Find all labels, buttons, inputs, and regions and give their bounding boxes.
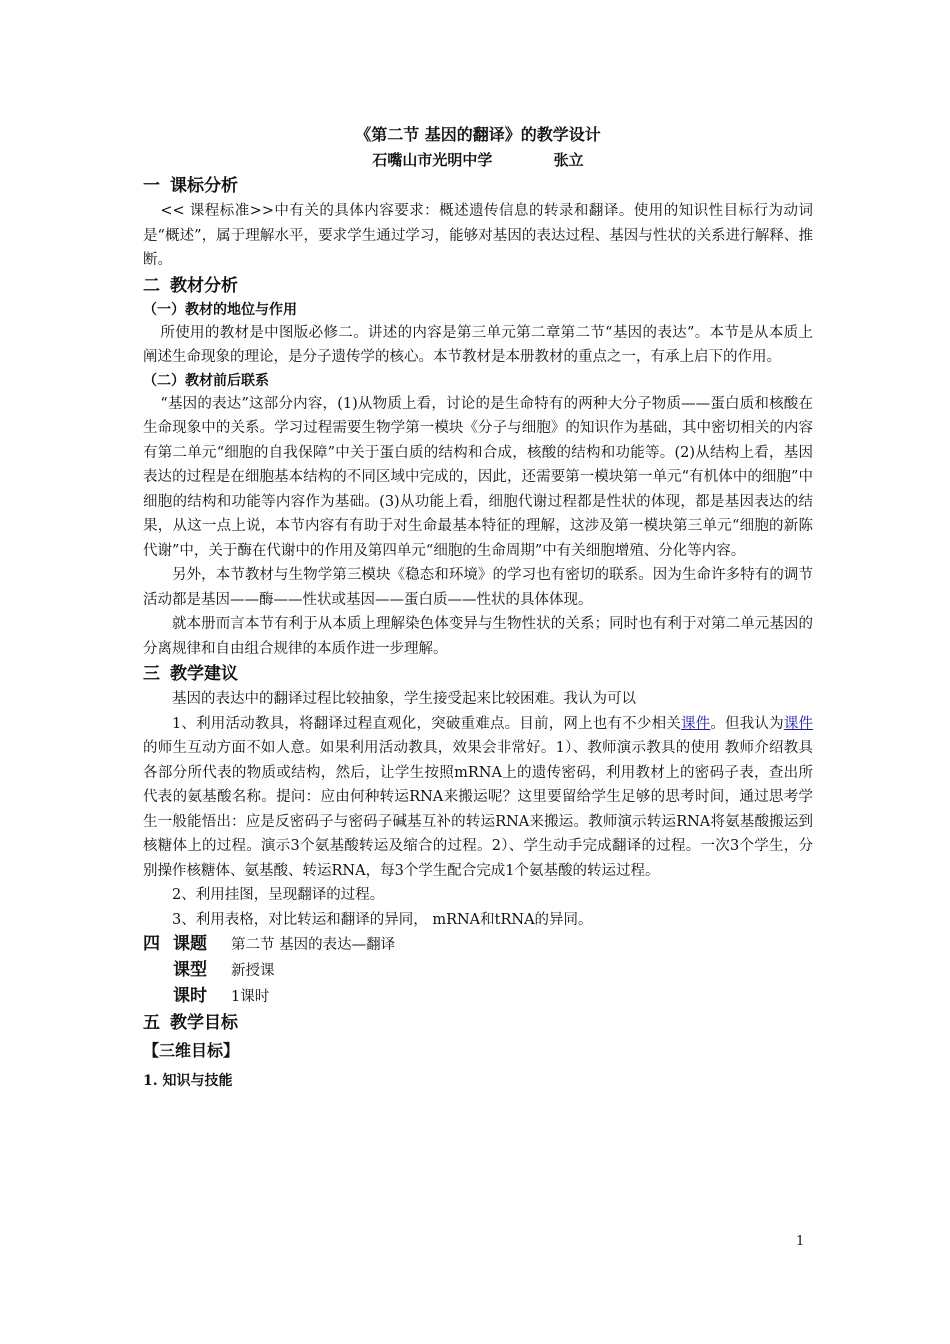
text-run: 1、利用活动教具，将翻译过程直观化，突破重难点。目前，网上也有不少相关 [172,715,681,732]
section-number: 三 [143,664,160,684]
section-number: 五 [143,1013,160,1033]
lesson-hours-value: 1课时 [231,989,270,1005]
document-title: 《第二节 基因的翻译》的教学设计 [355,125,601,144]
author-name: 张立 [553,151,584,169]
section-title: 课标分析 [170,176,238,196]
three-dimension-goals-heading: 【三维目标】 [143,1041,240,1060]
document-body [143,122,813,1096]
lesson-topic-row [143,932,813,958]
paragraph: “基因的表达”这部分内容，(1)从物质上看，讨论的是生命特有的两种大分子物质——蛋白质和核酸在生命现象中的关系。学习过程需要生物学第一模块《分子与细胞》的知识作为基础，其中密切相关的内容有第二单元“细胞的自我保障”中关于蛋白质的结构和合成，核酸的结构和功能等。(2)从结构上看，基因表达的过程是在细胞基本结构的不同区域中完成的，因此，还需要第一模块第一单元“有机体中的细胞”中细胞的结构和功能等内容作为基础。(3)从功能上看，细胞代谢过程都是性状的体现，都是基因表达的结果，从这一点上说，本节内容有有助于对生命最基本特征的理解，这涉及第一模块第三单元“细胞的新陈代谢”中，关于酶在代谢中的作用及第四单元“细胞的生命周期”中有关细胞增殖、分化等内容。 [143,395,813,559]
subsection-heading: （一）教材的地位与作用 [143,301,297,318]
lesson-topic-label: 课题 [173,934,207,954]
text-run: 的师生互动方面不如人意。如果利用活动教具，效果会非常好。1）、教师演示教具的使用 教师介绍教具各部分所代表的物质或结构，然后，让学生按照mRNA上的遗传密码，利用教材上的密码子表，查出所代表的氨基酸名称。提问：应由何种转运RNA来搬运呢？这里要留给学生足够的思考时间，通过思考学生一般能悟出：应是反密码子与密码子碱基互补的转运RNA来搬运。教师演示转运RNA将氨基酸搬运到核糖体上的过程。演示3个氨基酸转运及缩合的过程。2）、学生动手完成翻译的过程。一次3个学生，分别操作核糖体、氨基酸、转运RNA，每3个学生配合完成1个氨基酸的转运过程。 [143,740,813,879]
lesson-hours-row [143,984,813,1010]
lesson-type-value: 新授课 [231,963,275,979]
paragraph: 所使用的教材是中图版必修二。讲述的内容是第三单元第二章第二节“基因的表达”。本节是从本质上阐述生命现象的理论，是分子遗传学的核心。本节教材是本册教材的重点之一，有承上启下的作用。 [143,324,813,365]
lesson-topic-value: 第二节 基因的表达—翻译 [231,937,396,953]
courseware-link[interactable]: 课件 [680,715,711,732]
section-heading-5 [143,1011,813,1035]
section-heading-2 [143,274,813,298]
paragraph: 2、利用挂图，呈现翻译的过程。 [172,887,385,903]
paragraph: 3、利用表格，对比转运和翻译的异同， mRNA和tRNA的异同。 [172,911,593,928]
page-number: 1 [796,1234,805,1249]
paragraph: 另外，本节教材与生物学第三模块《稳态和环境》的学习也有密切的联系。因为生命许多特有的调节活动都是基因——酶——性状或基因——蛋白质——性状的具体体现。 [143,567,813,608]
section-number: 一 [143,176,160,196]
section-title: 教学目标 [170,1013,238,1033]
section-number: 四 [143,934,160,954]
paragraph: 就本册而言本节有利于从本质上理解染色体变异与生物性状的关系；同时也有利于对第二单元基因的分离规律和自由组合规律的本质作进一步理解。 [143,616,813,657]
paragraph [143,712,813,884]
section-number: 二 [143,275,160,296]
section-heading-1 [143,174,813,198]
subsection-heading: （二）教材前后联系 [143,372,269,389]
lesson-info [143,932,813,1010]
section-title: 教学建议 [170,664,238,684]
paragraph: 基因的表达中的翻译过程比较抽象，学生接受起来比较困难。我认为可以 [172,691,636,707]
school-name: 石嘴山市光明中学 [372,151,493,169]
knowledge-skills-heading: 1. 知识与技能 [143,1073,233,1089]
lesson-type-label: 课型 [173,960,207,980]
text-run: 。但我认为 [710,715,784,732]
courseware-link[interactable]: 课件 [783,715,814,732]
section-title: 教材分析 [170,275,238,296]
byline [143,148,813,172]
paragraph: << 课程标准>>中有关的具体内容要求：概述遗传信息的转录和翻译。使用的知识性目标行为动词是“概述”，属于理解水平，要求学生通过学习，能够对基因的表达过程、基因与性状的关系进行解释、推断。 [143,203,813,268]
section-heading-3 [143,662,813,686]
lesson-hours-label: 课时 [173,986,207,1006]
lesson-type-row [143,958,813,984]
